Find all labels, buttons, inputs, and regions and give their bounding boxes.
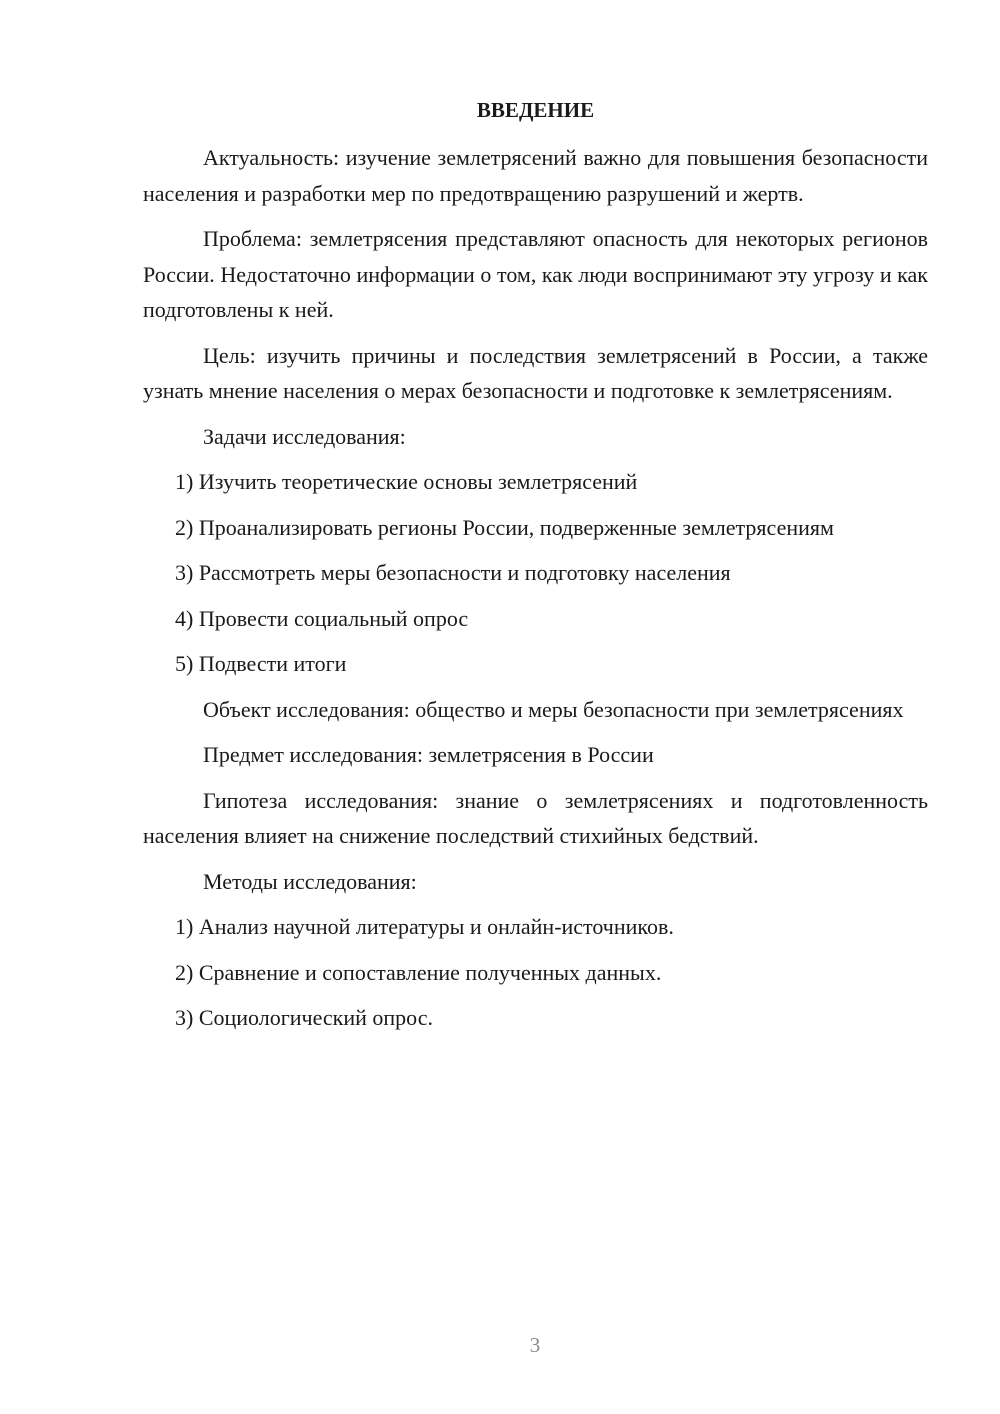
subject-paragraph: Предмет исследования: землетрясения в России	[203, 742, 654, 767]
tasks-list	[143, 464, 928, 682]
methods-list	[143, 909, 928, 1036]
page-number: 3	[529, 1333, 541, 1357]
relevance-paragraph: Актуальность: изучение землетрясений важно для повышения безопасности населения и разработки мер по предотвращению разрушений и жертв.	[143, 145, 928, 206]
list-item: 2) Сравнение и сопоставление полученных данных.	[175, 959, 662, 985]
list-item: 1) Анализ научной литературы и онлайн-источников.	[175, 914, 674, 939]
list-item: 5) Подвести итоги	[175, 651, 347, 676]
list-item: 2) Проанализировать регионы России, подверженные землетрясениям	[175, 514, 834, 540]
object-paragraph: Объект исследования: общество и меры безопасности при землетрясениях	[203, 696, 904, 722]
goal-paragraph: Цель: изучить причины и последствия землетрясений в России, а также узнать мнение населения о мерах безопасности и подготовке к землетрясениям.	[143, 342, 928, 403]
problem-paragraph: Проблема: землетрясения представляют опасность для некоторых регионов России. Недостаточно информации о том, как люди воспринимают эту угрозу и как подготовлены к ней.	[143, 226, 928, 322]
hypothesis-paragraph: Гипотеза исследования: знание о землетрясениях и подготовленность населения влияет на снижение последствий стихийных бедствий.	[143, 787, 928, 848]
list-item: 1) Изучить теоретические основы землетрясений	[175, 469, 638, 494]
tasks-heading: Задачи исследования:	[203, 423, 406, 449]
list-item: 4) Провести социальный опрос	[175, 605, 469, 631]
methods-heading: Методы исследования:	[203, 868, 417, 894]
list-item: 3) Социологический опрос.	[175, 1005, 433, 1030]
page-content	[143, 93, 928, 1046]
list-item: 3) Рассмотреть меры безопасности и подготовку населения	[175, 560, 731, 585]
section-title: ВВЕДЕНИЕ	[476, 98, 595, 122]
